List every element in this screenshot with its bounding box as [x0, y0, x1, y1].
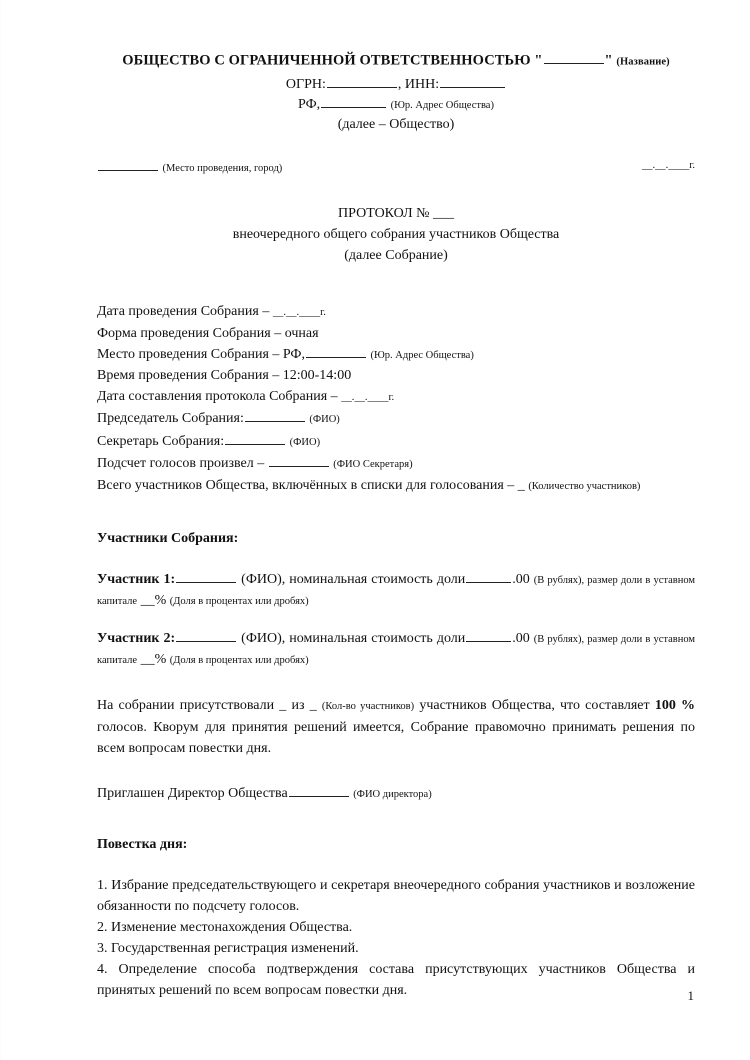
protocol-number-line: ПРОТОКОЛ № ___ [338, 206, 454, 222]
protocol-date-value: __.__.____г. [341, 391, 395, 403]
chairman-blank [245, 408, 305, 422]
protocol-subtitle-line: внеочередного общего собрания участников Общества [232, 227, 560, 243]
director-note: (ФИО директора) [353, 788, 432, 800]
agenda-item: 3. Государственная регистрация изменений. [97, 940, 359, 956]
meeting-form-row: Форма проведения Собрания – очная [97, 325, 319, 341]
participant-amount-suffix: .00 [512, 630, 530, 646]
meeting-date-label: Дата проведения Собрания – [97, 304, 273, 320]
protocol-title-block [97, 203, 695, 266]
participant-amount-suffix: .00 [512, 571, 530, 587]
company-title-line [97, 50, 695, 72]
participant-name-blank [176, 628, 236, 642]
chairman-note: (ФИО) [309, 414, 340, 426]
total-participants-label: Всего участников Общества, включённых в списки для голосования – _ [97, 477, 525, 493]
participant-share-note: (Доля в процентах или дробях) [169, 595, 309, 607]
ogrn-inn-line [97, 74, 695, 94]
address-line [97, 94, 695, 115]
participant-label: Участник 2: [97, 630, 176, 646]
place-date-row [97, 157, 695, 175]
agenda-list [97, 875, 695, 1001]
meeting-info-block [97, 302, 695, 497]
director-blank [289, 783, 349, 797]
quorum-part2: участников Общества, что составляет [419, 697, 650, 713]
meeting-place-row [97, 344, 695, 366]
participant-percent: __% [140, 651, 167, 667]
protocol-date-label: Дата составления протокола Собрания – [97, 388, 342, 404]
address-blank [321, 94, 386, 108]
company-title-prefix: ОБЩЕСТВО С ОГРАНИЧЕННОЙ ОТВЕТСТВЕННОСТЬЮ " [122, 52, 543, 69]
secretary-label: Секретарь Собрания: [97, 433, 225, 449]
participant-percent: __% [140, 592, 167, 608]
quorum-part1: На собрании присутствовали _ из _ [97, 697, 317, 713]
company-title-note: (Название) [616, 56, 670, 68]
meeting-place-blank [306, 344, 366, 358]
ogrn-blank [327, 74, 397, 88]
meeting-place-label: Место проведения Собрания – РФ, [97, 346, 305, 362]
page-number: 1 [687, 988, 694, 1003]
ogrn-label: ОГРН: [285, 77, 326, 93]
company-name-blank [544, 50, 604, 64]
participant-row [97, 569, 695, 612]
agenda-item: 2. Изменение местонахождения Общества. [97, 919, 353, 935]
meeting-time-row: Время проведения Собрания – 12:00-14:00 [97, 368, 352, 384]
director-row [97, 783, 695, 805]
quorum-part3: голосов. Кворум для принятия решений имеется, Собрание правомочно принимать решения по всем вопросам повестки дня. [97, 719, 695, 756]
quorum-percent: 100 % [654, 697, 696, 713]
company-title-suffix: " [604, 52, 613, 69]
chairman-label: Председатель Собрания: [97, 411, 244, 427]
hereinafter-line: (далее – Общество) [337, 117, 455, 133]
participant-amount-blank [466, 569, 511, 583]
quorum-count-note: (Кол-во участников) [321, 700, 415, 712]
participant-fio-note: (ФИО), номинальная стоимость доли [241, 630, 466, 646]
rf-label: РФ, [298, 97, 321, 113]
address-note: (Юр. Адрес Общества) [390, 100, 494, 112]
participant-rub-note: (В рублях), размер доли в уставном капитале [97, 633, 696, 666]
participant-label: Участник 1: [97, 571, 176, 587]
participants-heading: Участники Собрания: [97, 531, 239, 547]
place-note: (Место проведения, город) [162, 162, 283, 174]
participant-fio-note: (ФИО), номинальная стоимость доли [241, 571, 466, 587]
total-participants-note: (Количество участников) [528, 480, 641, 492]
secretary-row [97, 431, 695, 453]
company-header [97, 50, 695, 72]
agenda-item: 1. Избрание председательствующего и секретаря внеочередного собрания участников и возложение обязанности по подсчету голосов. [97, 877, 695, 914]
participant-rub-note: (В рублях), размер доли в уставном капитале [97, 574, 696, 607]
place-cell [97, 157, 282, 178]
inn-blank [440, 74, 505, 88]
meeting-place-note: (Юр. Адрес Общества) [370, 349, 474, 361]
participant-share-note: (Доля в процентах или дробях) [169, 654, 309, 666]
protocol-hereinafter-line: (далее Собрание) [344, 248, 448, 264]
agenda-heading: Повестка дня: [97, 836, 188, 852]
secretary-blank [225, 431, 285, 445]
protocol-date-row [97, 387, 695, 409]
meeting-date-value: __.__.____г. [272, 307, 326, 319]
vote-counter-blank [269, 453, 329, 467]
meeting-date-row [97, 302, 695, 324]
secretary-note: (ФИО) [289, 436, 321, 448]
vote-counter-note: (ФИО Секретаря) [333, 459, 413, 471]
vote-counter-label: Подсчет голосов произвел – [97, 456, 268, 472]
participant-name-blank [176, 569, 236, 583]
inn-label: , ИНН: [397, 77, 440, 93]
quorum-paragraph [97, 695, 695, 759]
header-date: __.__.____г. [642, 160, 695, 172]
place-blank [98, 157, 158, 171]
total-participants-row [97, 476, 695, 498]
document-content [97, 50, 695, 1001]
director-label: Приглашен Директор Общества [97, 785, 288, 801]
agenda-item: 4. Определение способа подтверждения состава присутствующих участников Общества и принятых решений по всем вопросам повестки дня. [97, 961, 695, 998]
participant-row [97, 628, 695, 671]
vote-counter-row [97, 453, 695, 475]
participant-amount-blank [466, 628, 511, 642]
chairman-row [97, 408, 695, 430]
